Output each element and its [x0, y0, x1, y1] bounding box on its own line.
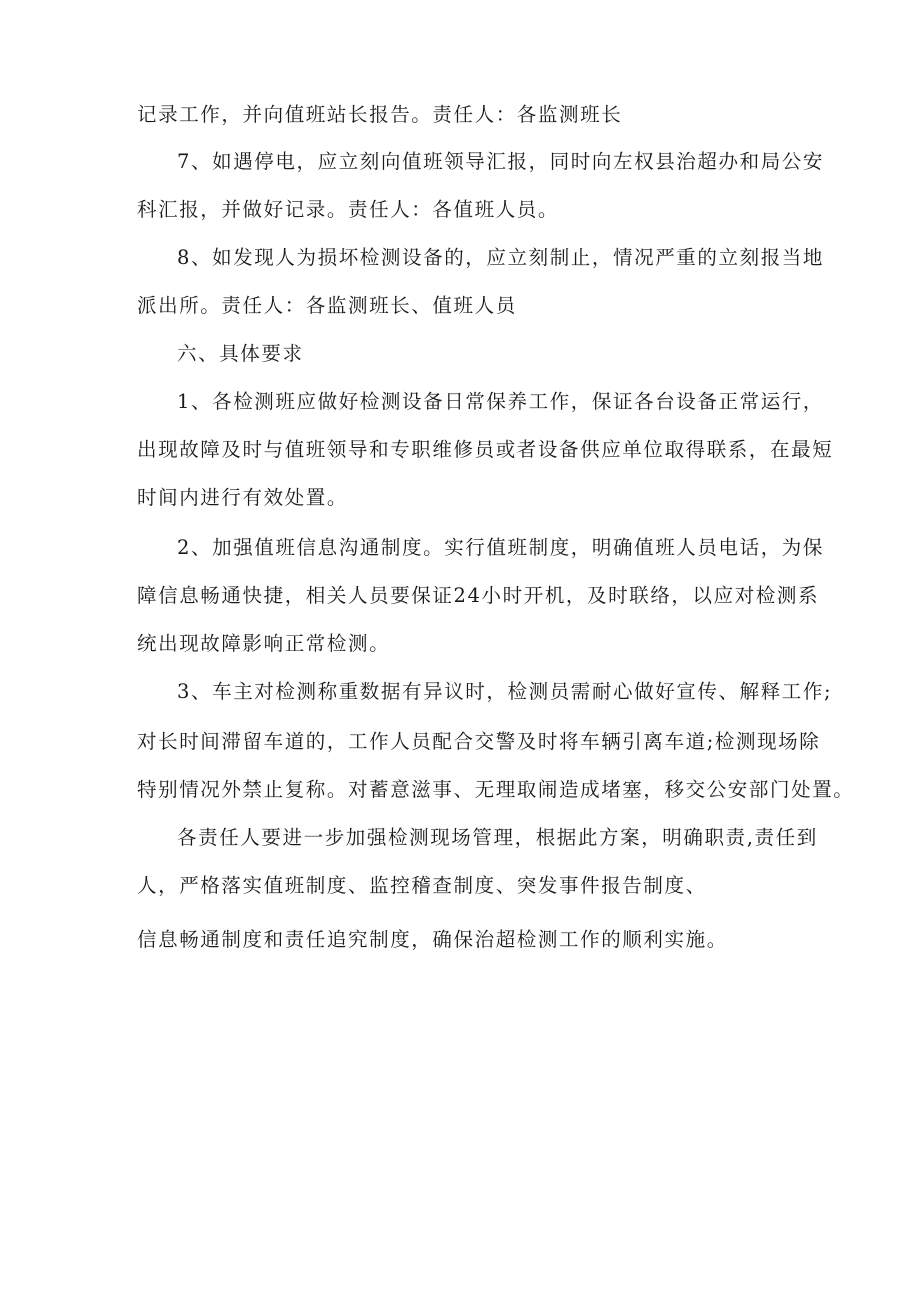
text-line: 统出现故障影响正常检测。 — [137, 632, 391, 655]
text-line: 人，严格落实值班制度、监控稽查制度、突发事件报告制度、 — [137, 874, 707, 897]
text-line: 对长时间滞留车道的，工作人员配合交警及时将车辆引离车道;检测现场除 — [137, 730, 821, 753]
text-line: 科汇报，并做好记录。责任人：各值班人员。 — [137, 198, 560, 221]
text-line: 2、加强值班信息沟通制度。实行值班制度，明确值班人员电话，为保 — [177, 536, 825, 559]
text-line: 特别情况外禁止复称。对蓄意滋事、无理取闹造成堵塞，移交公安部门处置。 — [137, 778, 855, 801]
text-line: 出现故障及时与值班领导和专职维修员或者设备供应单位取得联系，在最短 — [137, 438, 834, 461]
text-line: 1、各检测班应做好检测设备日常保养工作，保证各台设备正常运行， — [177, 390, 825, 413]
text-line: 7、如遇停电，应立刻向值班领导汇报，同时向左权县治超办和局公安 — [177, 150, 825, 173]
text-line: 信息畅通制度和责任追究制度，确保治超检测工作的顺利实施。 — [137, 928, 728, 951]
text-line: 3、车主对检测称重数据有异议时，检测员需耐心做好宣传、解释工作; — [177, 680, 833, 703]
text-line: 派出所。责任人：各监测班长、值班人员 — [137, 294, 517, 317]
text-line: 记录工作，并向值班站长报告。责任人：各监测班长 — [137, 103, 623, 126]
text-line: 各责任人要进一步加强检测现场管理，根据此方案，明确职责,责任到 — [177, 826, 818, 849]
text-line: 8、如发现人为损坏检测设备的，应立刻制止，情况严重的立刻报当地 — [177, 246, 825, 269]
section-heading: 六、具体要求 — [177, 342, 304, 365]
text-line: 时间内进行有效处置。 — [137, 486, 349, 509]
text-line: 障信息畅通快捷，相关人员要保证24小时开机，及时联络，以应对检测系 — [137, 584, 820, 607]
